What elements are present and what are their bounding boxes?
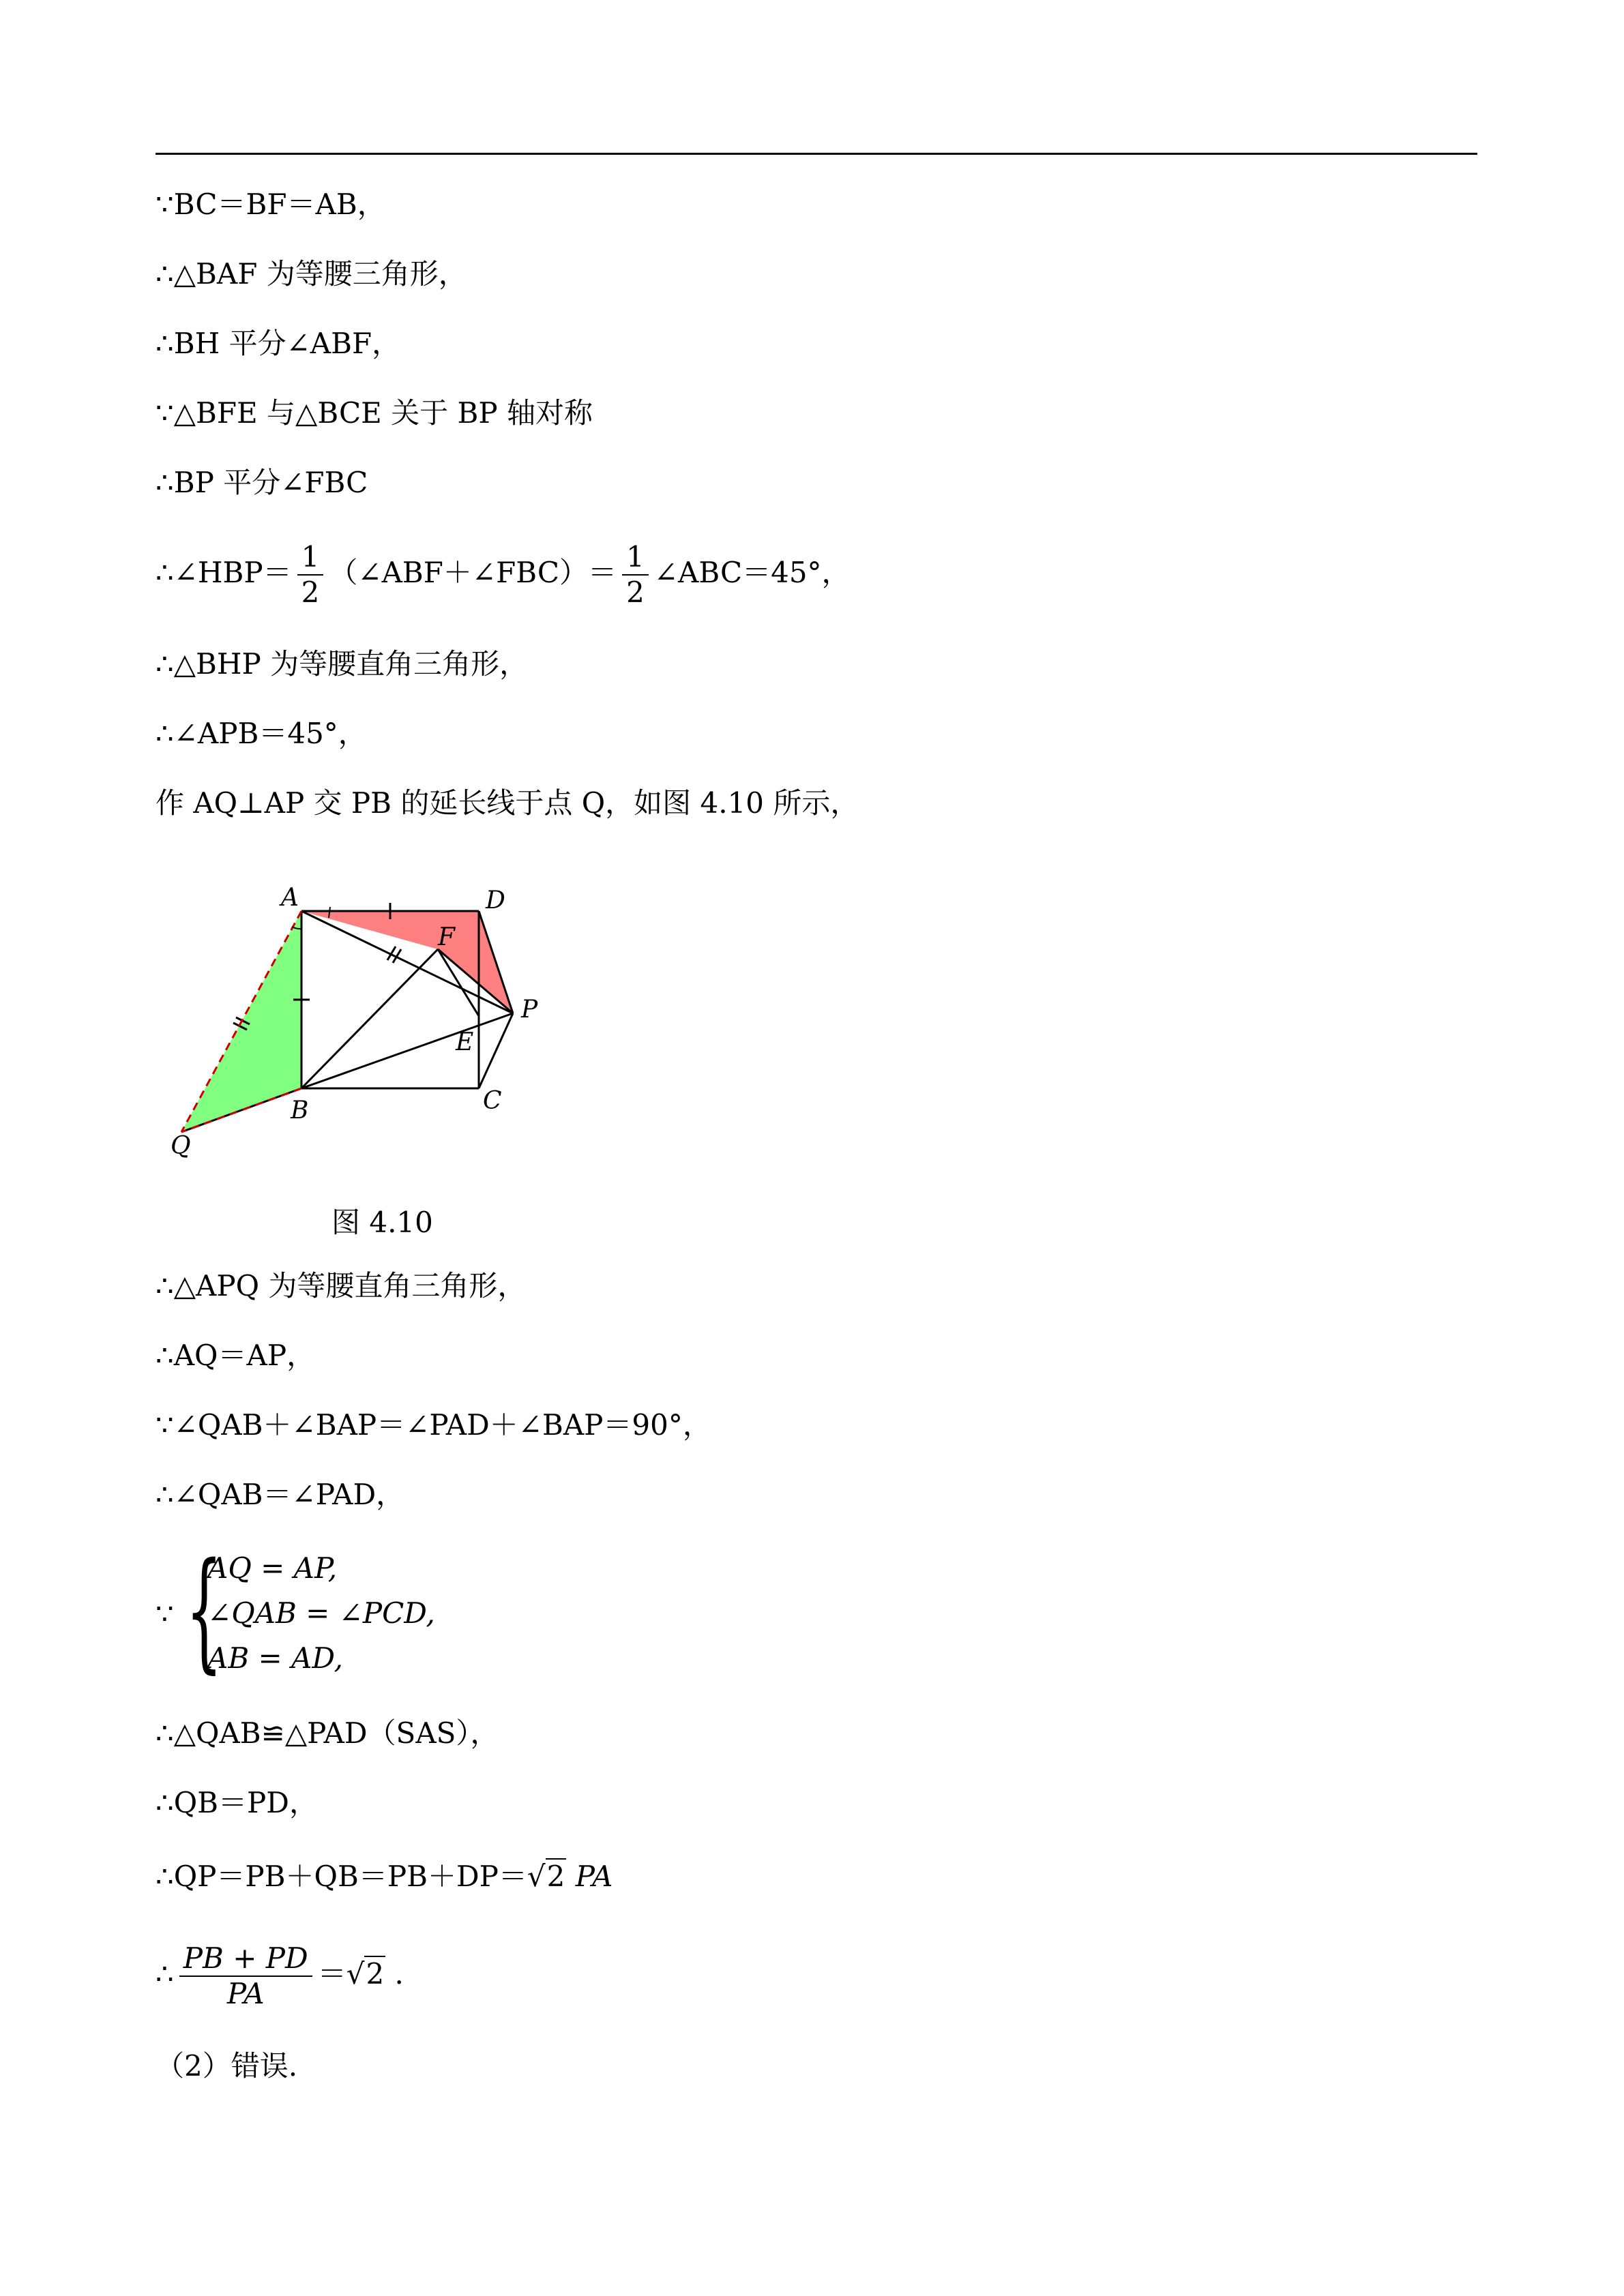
system-row-3: AB = AD,	[207, 1641, 343, 1675]
text-line-15: ∴QB＝PD，	[156, 1786, 318, 1819]
segment-BP	[301, 1013, 513, 1088]
sqrt-two: √2	[346, 1957, 385, 1991]
text-line-10: ∴△APQ 为等腰直角三角形，	[156, 1269, 527, 1302]
header-rule	[156, 153, 1477, 155]
label-E: E	[456, 1028, 474, 1056]
fraction-den: 2	[626, 576, 645, 609]
line16-part-b: PA	[566, 1860, 613, 1893]
text-line-5: ∴BP 平分∠FBC	[156, 466, 368, 499]
text-line-7: ∴△BHP 为等腰直角三角形，	[156, 647, 529, 681]
sqrt-radicand: 2	[546, 1860, 565, 1893]
label-A: A	[281, 884, 299, 912]
fraction-half-1	[297, 540, 324, 610]
text-line-9: 作 AQ⊥AP 交 PB 的延长线于点 Q，如图 4.10 所示，	[156, 786, 859, 820]
label-D: D	[486, 886, 505, 914]
system-row-2: ∠QAB = ∠PCD,	[207, 1596, 435, 1630]
fraction-num: PB + PD	[179, 1941, 312, 1977]
fraction-den: PA	[226, 1977, 265, 2010]
label-P: P	[521, 996, 538, 1024]
text-line-4: ∵△BFE 与△BCE 关于 BP 轴对称	[156, 396, 593, 430]
system-row-1: AQ = AP,	[207, 1551, 338, 1585]
geometry-figure	[161, 873, 557, 1180]
line6-part-b: （∠ABF＋∠FBC）＝	[329, 556, 617, 589]
label-B: B	[291, 1097, 309, 1124]
label-Q: Q	[171, 1132, 191, 1160]
line17-part-a: ∴	[156, 1957, 174, 1991]
label-F: F	[438, 923, 455, 951]
text-line-16	[156, 1856, 613, 1897]
line16-part-a: ∴QP＝PB＋QB＝PB＋DP＝	[156, 1860, 527, 1893]
text-line-2: ∴△BAF 为等腰三角形，	[156, 257, 467, 290]
text-line-8: ∴∠APB＝45°，	[156, 717, 367, 750]
text-line-14: ∴△QAB≌△PAD（SAS），	[156, 1716, 499, 1750]
fraction-pb-pd-over-pa	[179, 1941, 312, 2011]
text-line-12: ∵∠QAB＋∠BAP＝∠PAD＋∠BAP＝90°，	[156, 1408, 711, 1442]
sqrt-radicand: 2	[366, 1957, 385, 1991]
text-line-13: ∴∠QAB＝∠PAD，	[156, 1478, 405, 1511]
fraction-den: 2	[301, 576, 320, 609]
text-line-18: （2）错误.	[156, 2049, 298, 2083]
fraction-half-2	[622, 540, 649, 610]
line6-part-c: ∠ABC＝45°，	[653, 556, 851, 589]
line17-part-c: .	[385, 1957, 404, 1991]
because-symbol: ∵	[156, 1597, 174, 1630]
line17-part-b: ＝	[317, 1957, 346, 1991]
text-line-17	[156, 1937, 404, 2012]
text-line-6	[156, 539, 851, 610]
figure-caption: 图 4.10	[331, 1206, 433, 1239]
fraction-num: 1	[622, 540, 649, 576]
text-line-3: ∴BH 平分∠ABF，	[156, 327, 401, 360]
label-C: C	[483, 1087, 502, 1115]
line6-part-a: ∴∠HBP＝	[156, 556, 292, 589]
left-brace: {	[186, 1535, 223, 1686]
text-line-11: ∴AQ＝AP，	[156, 1339, 316, 1372]
fraction-num: 1	[297, 540, 324, 576]
text-line-1: ∵BC＝BF＝AB，	[156, 188, 386, 221]
segment-BF	[301, 949, 438, 1088]
sqrt-two: √2	[527, 1860, 565, 1893]
